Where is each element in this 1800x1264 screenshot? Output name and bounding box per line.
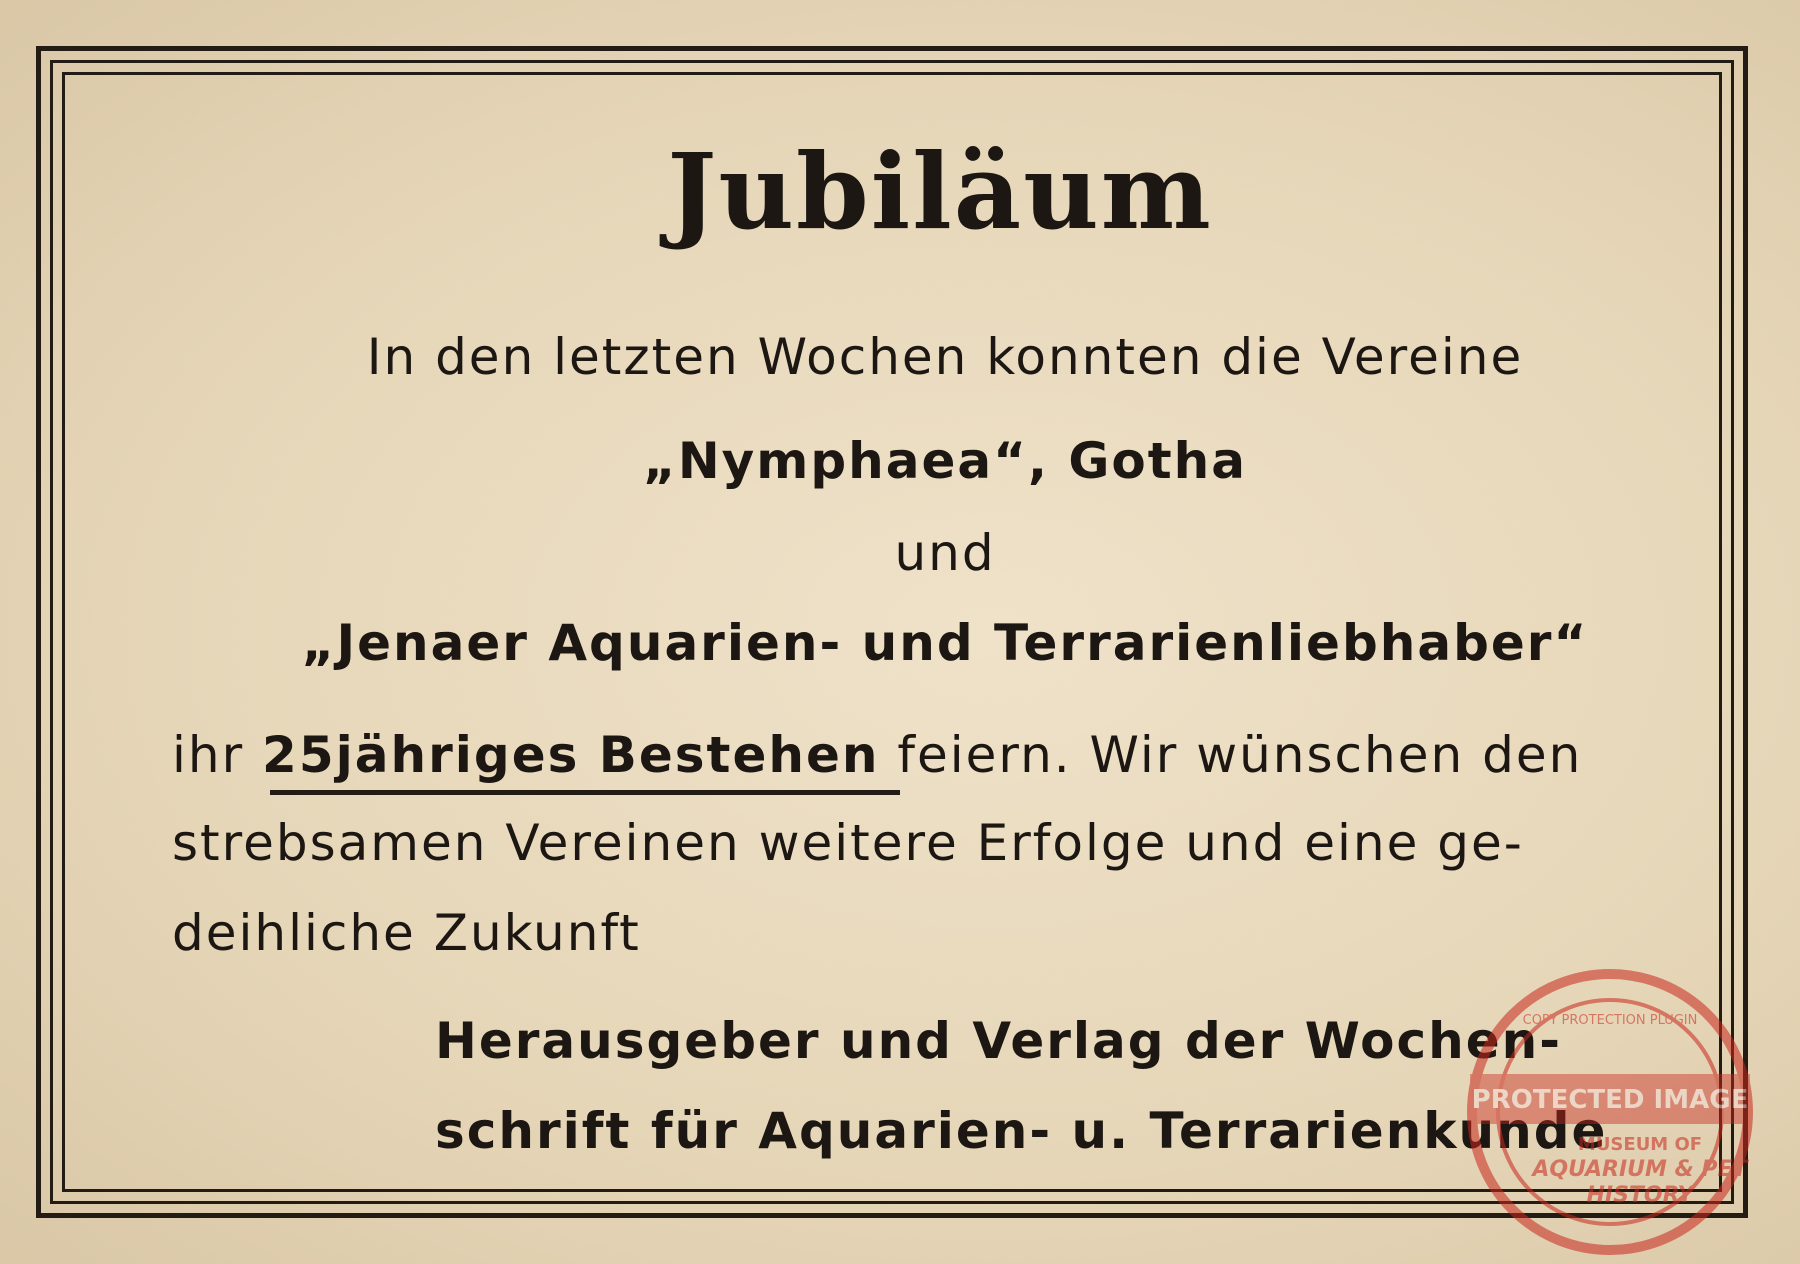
notice-line-5 <box>172 726 1582 784</box>
signature-line-1: Herausgeber und Verlag der Wochen- <box>435 1012 1562 1070</box>
watermark-text-4: AQUARIUM & PET <box>1532 1157 1748 1182</box>
watermark-text-3: MUSEUM OF <box>1577 1134 1703 1155</box>
signature-line-2: schrift für Aquarien- u. Terrarienkunde <box>435 1102 1608 1160</box>
notice-title: Jubiläum <box>667 130 1213 253</box>
club-nymphaea: „Nymphaea“, Gotha <box>642 432 1248 490</box>
club-jenaer: „Jenaer Aquarien- und Terrarienliebhaber“ <box>301 614 1589 672</box>
emphasis-underline <box>270 790 900 795</box>
watermark-text-2: PROTECTED IMAGE <box>1471 1085 1749 1115</box>
watermark-text-5: HISTORY <box>1586 1183 1694 1208</box>
watermark-text-1: COPY PROTECTION PLUGIN <box>1522 1013 1698 1028</box>
notice-line-6: strebsamen Vereinen weitere Erfolge und eine ge- <box>172 814 1524 872</box>
line5-prefix: ihr <box>172 726 245 784</box>
line5-suffix: feiern. Wir wünschen den <box>897 726 1583 784</box>
watermark-stamp <box>1460 962 1760 1262</box>
notice-line-1: In den letzten Wochen konnten die Vereine <box>366 328 1524 386</box>
notice-and: und <box>894 524 996 582</box>
notice-line-7: deihliche Zukunft <box>172 904 641 962</box>
anniversary-emphasis: 25jähriges Bestehen <box>262 726 880 784</box>
